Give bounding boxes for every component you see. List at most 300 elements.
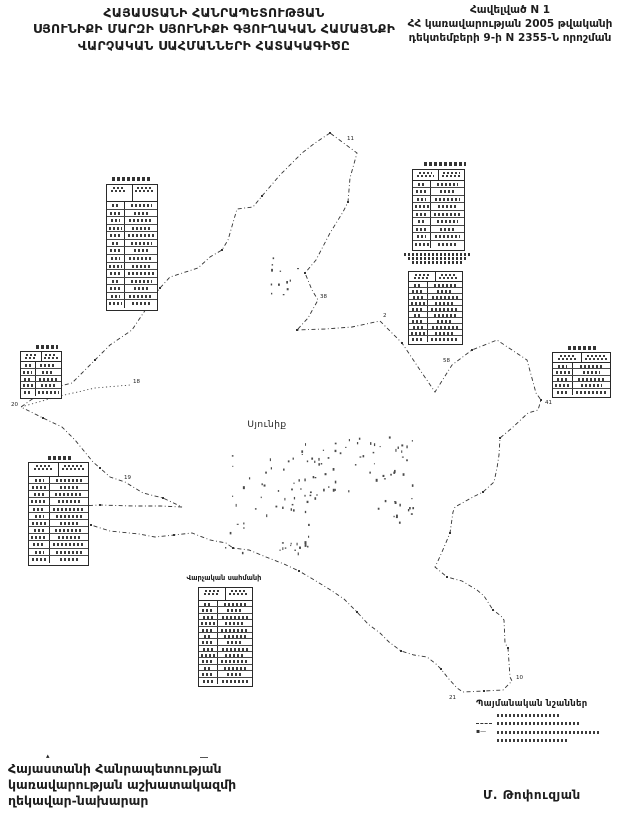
terrain-speckle bbox=[345, 447, 346, 448]
terrain-speckle bbox=[285, 547, 287, 548]
terrain-speckle bbox=[236, 504, 237, 507]
table-cell bbox=[572, 363, 610, 368]
terrain-speckle bbox=[409, 507, 411, 509]
table-row bbox=[29, 556, 88, 563]
table-cell bbox=[572, 376, 610, 381]
terrain-speckle bbox=[291, 543, 292, 545]
boundary-point bbox=[401, 342, 403, 344]
official-line-1: Հայաստանի Հանրապետության bbox=[8, 761, 222, 776]
table-cell bbox=[107, 232, 124, 239]
table-cell bbox=[21, 382, 35, 388]
terrain-speckle bbox=[305, 544, 307, 547]
table-cell bbox=[29, 484, 49, 490]
terrain-speckle bbox=[243, 486, 245, 489]
point-number-label: 11 bbox=[347, 136, 354, 142]
table-cell bbox=[217, 639, 252, 644]
table-cell bbox=[29, 534, 49, 540]
terrain-speckle bbox=[401, 450, 402, 452]
terrain-speckle bbox=[403, 473, 405, 476]
header-cell bbox=[581, 353, 610, 362]
table-cell bbox=[409, 288, 427, 293]
terrain-speckle bbox=[318, 463, 320, 466]
terrain-speckle bbox=[307, 546, 308, 548]
table-cell bbox=[413, 226, 430, 232]
table-row bbox=[29, 491, 88, 498]
terrain-speckle bbox=[294, 483, 295, 484]
terrain-speckle bbox=[264, 484, 266, 486]
table-row bbox=[29, 498, 88, 505]
header-cell bbox=[41, 352, 62, 361]
table-cell bbox=[427, 330, 462, 335]
table-row bbox=[21, 376, 61, 383]
table-cell bbox=[413, 196, 430, 202]
table-cell bbox=[49, 556, 88, 563]
terrain-speckle bbox=[328, 457, 330, 459]
terrain-speckle bbox=[348, 490, 349, 492]
terrain-speckle bbox=[394, 516, 395, 517]
terrain-speckle bbox=[243, 522, 244, 524]
table-cell bbox=[413, 218, 430, 224]
table-cell bbox=[199, 627, 217, 632]
terrain-speckle bbox=[318, 458, 319, 461]
boundary-point bbox=[440, 668, 442, 670]
table-cell bbox=[430, 241, 464, 248]
table-cell bbox=[107, 285, 124, 292]
legend-row bbox=[476, 739, 632, 742]
table2-caption-noise bbox=[36, 345, 58, 349]
coordinate-table-1 bbox=[106, 184, 158, 311]
terrain-speckle bbox=[297, 543, 298, 546]
terrain-speckle bbox=[311, 458, 313, 460]
terrain-speckle bbox=[412, 507, 414, 509]
table-cell bbox=[49, 506, 88, 512]
terrain-speckle bbox=[333, 489, 335, 492]
terrain-speckle bbox=[369, 472, 370, 474]
table-cell bbox=[199, 678, 217, 684]
boundary-point bbox=[471, 349, 473, 351]
table-cell bbox=[217, 633, 252, 638]
terrain-speckle bbox=[321, 463, 322, 464]
table-cell bbox=[430, 233, 464, 239]
table-cell bbox=[199, 646, 217, 651]
header-cell bbox=[58, 463, 88, 476]
terrain-speckle bbox=[370, 442, 371, 445]
table-row bbox=[413, 211, 464, 218]
terrain-speckle bbox=[307, 460, 308, 462]
table-cell bbox=[49, 527, 88, 533]
table-row bbox=[413, 241, 464, 248]
table-cell bbox=[124, 240, 157, 247]
table-row bbox=[29, 484, 88, 491]
terrain-speckle bbox=[408, 509, 409, 511]
table-cell bbox=[107, 255, 124, 262]
boundary-point bbox=[232, 547, 234, 549]
header-cell bbox=[438, 170, 464, 180]
table-cell bbox=[107, 247, 124, 254]
table-row bbox=[21, 382, 61, 389]
terrain-speckle bbox=[237, 524, 239, 525]
table-row bbox=[29, 541, 88, 548]
table4-caption-noise bbox=[424, 162, 466, 166]
terrain-speckle bbox=[283, 294, 285, 295]
table-cell bbox=[409, 282, 427, 287]
legend-text-noise bbox=[497, 714, 561, 717]
table-row bbox=[553, 389, 610, 395]
table-cell bbox=[427, 318, 462, 323]
table-cell bbox=[35, 382, 61, 388]
table-cell bbox=[430, 218, 464, 224]
table-cell bbox=[430, 188, 464, 194]
table-cell bbox=[572, 369, 610, 374]
table-cell bbox=[217, 614, 252, 619]
table-cell bbox=[29, 506, 49, 512]
stamp-dash bbox=[200, 757, 208, 758]
table-cell bbox=[553, 369, 572, 374]
table-cell bbox=[49, 513, 88, 519]
boundary-point bbox=[492, 609, 494, 611]
table-cell bbox=[553, 376, 572, 381]
table-row bbox=[29, 513, 88, 520]
title-line-1: ՀԱՅԱՍՏԱՆԻ ՀԱՆՐԱՊԵՏՈՒԹՅԱՆ bbox=[103, 5, 325, 20]
table-cell bbox=[217, 665, 252, 670]
table3-caption-noise bbox=[48, 456, 72, 460]
point-number-label: 58 bbox=[443, 358, 450, 364]
annex-line-1: Հավելված N 1 bbox=[469, 4, 551, 16]
terrain-speckle bbox=[298, 552, 299, 555]
boundary-point bbox=[507, 647, 509, 649]
table-cell bbox=[217, 652, 252, 657]
table-cell bbox=[427, 300, 462, 305]
boundary-point bbox=[304, 272, 306, 274]
table-row bbox=[29, 527, 88, 534]
legend-row bbox=[476, 722, 632, 725]
table-cell bbox=[409, 318, 427, 323]
table-cell bbox=[199, 620, 217, 625]
table-cell bbox=[430, 203, 464, 209]
terrain-speckle bbox=[376, 479, 378, 482]
terrain-speckle bbox=[273, 257, 274, 259]
table-cell bbox=[29, 549, 49, 555]
terrain-speckle bbox=[373, 452, 375, 453]
terrain-speckle bbox=[406, 445, 407, 448]
terrain-speckle bbox=[304, 541, 306, 544]
table-cell bbox=[107, 225, 124, 232]
terrain-speckle bbox=[255, 508, 257, 509]
table-row bbox=[29, 506, 88, 513]
boundary-point bbox=[449, 532, 451, 534]
terrain-speckle bbox=[335, 489, 336, 491]
header-cell bbox=[21, 352, 41, 361]
table-row bbox=[107, 247, 157, 255]
table-cell bbox=[217, 678, 252, 684]
terrain-speckle bbox=[293, 509, 295, 511]
table-header bbox=[199, 588, 252, 601]
signature-name: Մ. Թոփուզյան bbox=[483, 788, 581, 802]
table-cell bbox=[21, 389, 35, 396]
table-row bbox=[413, 188, 464, 195]
boundary-point bbox=[99, 467, 101, 469]
coordinate-table-5 bbox=[408, 271, 463, 345]
terrain-speckle bbox=[310, 491, 312, 493]
table-cell bbox=[553, 389, 572, 395]
terrain-speckle bbox=[363, 455, 365, 457]
terrain-speckle bbox=[359, 438, 360, 440]
table-cell bbox=[217, 658, 252, 663]
table-row bbox=[107, 278, 157, 286]
table-header bbox=[553, 353, 610, 363]
terrain-speckle bbox=[374, 443, 375, 446]
terrain-speckle bbox=[271, 293, 272, 295]
boundary-point bbox=[298, 570, 300, 572]
terrain-speckle bbox=[232, 496, 233, 497]
table-row bbox=[413, 196, 464, 203]
table-cell bbox=[427, 294, 462, 299]
table-cell bbox=[124, 202, 157, 209]
terrain-speckle bbox=[271, 269, 273, 272]
terrain-speckle bbox=[305, 443, 306, 446]
table-cell bbox=[409, 336, 427, 342]
coordinate-table-3 bbox=[28, 462, 89, 566]
terrain-speckle bbox=[288, 460, 290, 462]
terrain-speckle bbox=[399, 504, 400, 507]
table-cell bbox=[217, 620, 252, 625]
official-title-block bbox=[8, 761, 236, 809]
terrain-speckle bbox=[294, 550, 295, 551]
table-cell bbox=[21, 369, 35, 375]
terrain-speckle bbox=[328, 486, 329, 488]
terrain-speckle bbox=[399, 522, 401, 524]
terrain-speckle bbox=[323, 489, 325, 492]
table-header bbox=[21, 352, 61, 362]
table-row bbox=[107, 263, 157, 271]
map-legend bbox=[476, 699, 632, 742]
terrain-speckle bbox=[374, 463, 375, 464]
table-cell bbox=[49, 498, 88, 504]
table-cell bbox=[35, 389, 61, 396]
table-cell bbox=[124, 247, 157, 254]
terrain-speckle bbox=[402, 457, 404, 458]
table-row bbox=[107, 240, 157, 248]
terrain-speckle bbox=[279, 550, 280, 551]
table-row bbox=[29, 534, 88, 541]
terrain-speckle bbox=[293, 458, 294, 460]
table-cell bbox=[409, 306, 427, 311]
terrain-speckle bbox=[290, 545, 291, 546]
table-row bbox=[107, 232, 157, 240]
terrain-speckle bbox=[411, 513, 413, 515]
coordinate-table-6 bbox=[552, 352, 611, 398]
terrain-speckle bbox=[297, 268, 299, 269]
boundary-point bbox=[42, 417, 44, 419]
table-cell bbox=[107, 263, 124, 270]
terrain-speckle bbox=[359, 456, 361, 457]
table-cell bbox=[413, 203, 430, 209]
table-cell bbox=[217, 607, 252, 612]
terrain-speckle bbox=[282, 547, 283, 550]
table-cell bbox=[29, 491, 49, 497]
point-number-label: 2 bbox=[383, 313, 387, 319]
terrain-speckle bbox=[270, 458, 271, 461]
terrain-speckle bbox=[280, 271, 281, 272]
terrain-speckle bbox=[411, 498, 412, 499]
terrain-speckle bbox=[265, 472, 267, 474]
table-cell bbox=[427, 288, 462, 293]
header-cell bbox=[409, 272, 435, 281]
annex-line-2: ՀՀ կառավարության 2005 թվականի bbox=[407, 17, 613, 30]
point-number-label: 41 bbox=[545, 400, 552, 406]
terrain-speckle bbox=[383, 475, 385, 477]
title-line-2: ՍՅՈՒՆԻՔԻ ՄԱՐԶԻ ՍՅՈՒՆԻՔԻ ԳՅՈՒՂԱԿԱՆ ՀԱՄԱՅՆՔԻ bbox=[32, 21, 396, 37]
table-cell bbox=[199, 633, 217, 638]
table-cell bbox=[21, 362, 35, 368]
terrain-speckle bbox=[389, 436, 391, 438]
table-header bbox=[413, 170, 464, 181]
table-cell bbox=[572, 389, 610, 395]
terrain-speckle bbox=[242, 552, 244, 554]
terrain-speckle bbox=[302, 454, 303, 455]
table-cell bbox=[199, 607, 217, 612]
terrain-speckle bbox=[299, 547, 301, 549]
point-number-label: 18 bbox=[133, 379, 140, 385]
terrain-speckle bbox=[333, 468, 335, 471]
terrain-speckle bbox=[310, 495, 312, 497]
terrain-speckle bbox=[292, 504, 294, 505]
table-row bbox=[21, 369, 61, 376]
boundary-point bbox=[483, 690, 485, 692]
boundary-point bbox=[94, 359, 96, 361]
table-cell bbox=[427, 336, 462, 342]
table-cell bbox=[430, 196, 464, 202]
terrain-speckle bbox=[357, 442, 358, 444]
table-row bbox=[107, 293, 157, 301]
boundary-point bbox=[296, 329, 298, 331]
terrain-speckle bbox=[401, 444, 403, 446]
table-cell bbox=[409, 330, 427, 335]
terrain-speckle bbox=[278, 284, 280, 286]
terrain-speckle bbox=[335, 443, 337, 445]
terrain-speckle bbox=[261, 497, 262, 498]
terrain-speckle bbox=[284, 498, 285, 501]
table-cell bbox=[199, 652, 217, 657]
terrain-speckle bbox=[316, 494, 318, 495]
table-cell bbox=[199, 614, 217, 619]
boundary-point bbox=[162, 497, 164, 499]
boundary-point bbox=[329, 132, 331, 134]
table-cell bbox=[430, 181, 464, 187]
terrain-speckle bbox=[230, 532, 232, 534]
terrain-speckle bbox=[380, 446, 381, 447]
table-cell bbox=[29, 541, 49, 547]
official-line-2: կառավարության աշխատակազմի bbox=[8, 777, 237, 792]
header-cell bbox=[107, 185, 132, 201]
point-number-label: 10 bbox=[516, 675, 523, 681]
terrain-speckle bbox=[349, 439, 350, 441]
boundary-point bbox=[173, 534, 175, 536]
boundary-point bbox=[540, 399, 542, 401]
table-header bbox=[107, 185, 157, 202]
table-cell bbox=[427, 312, 462, 317]
table-cell bbox=[430, 226, 464, 232]
terrain-speckle bbox=[266, 514, 267, 517]
terrain-speckle bbox=[232, 455, 234, 456]
terrain-speckle bbox=[308, 524, 310, 526]
table-cell bbox=[409, 300, 427, 305]
table-cell bbox=[124, 278, 157, 285]
terrain-speckle bbox=[291, 508, 292, 511]
stamp-mark: ▴ bbox=[46, 752, 50, 760]
table-cell bbox=[29, 513, 49, 519]
point-number-label: 38 bbox=[320, 294, 327, 300]
terrain-speckle bbox=[243, 527, 244, 528]
table-cell bbox=[124, 232, 157, 239]
boundary-point bbox=[159, 287, 161, 289]
table-row bbox=[29, 549, 88, 556]
table-cell bbox=[124, 217, 157, 224]
table-cell bbox=[217, 601, 252, 606]
table-row bbox=[413, 218, 464, 225]
point-number-label: 21 bbox=[449, 695, 456, 701]
table-cell bbox=[199, 601, 217, 606]
table-cell bbox=[413, 188, 430, 194]
table-cell bbox=[199, 658, 217, 663]
table-row bbox=[21, 389, 61, 396]
terrain-speckle bbox=[340, 452, 342, 454]
table-cell bbox=[107, 293, 124, 300]
table-cell bbox=[35, 376, 61, 382]
terrain-speckle bbox=[282, 507, 284, 509]
terrain-speckle bbox=[304, 495, 305, 497]
terrain-speckle bbox=[395, 449, 396, 452]
table-cell bbox=[217, 627, 252, 632]
table-row bbox=[107, 285, 157, 293]
terrain-speckle bbox=[276, 506, 278, 508]
table-header bbox=[29, 463, 88, 477]
header-cell bbox=[413, 170, 438, 180]
terrain-speckle bbox=[394, 501, 396, 502]
table-row bbox=[413, 233, 464, 240]
table-row bbox=[21, 362, 61, 369]
table7-caption: Վարչական սահմանի bbox=[186, 574, 262, 582]
terrain-speckle bbox=[325, 473, 327, 475]
terrain-speckle bbox=[412, 484, 414, 487]
table-row bbox=[107, 202, 157, 210]
table-cell bbox=[107, 240, 124, 247]
annex-line-3: դեկտեմբերի 9-ի N 2355-Ն որոշման bbox=[408, 31, 612, 44]
table-cell bbox=[124, 210, 157, 217]
table-cell bbox=[49, 549, 88, 555]
table-cell bbox=[413, 233, 430, 239]
terrain-speckle bbox=[378, 508, 380, 510]
table-cell bbox=[49, 477, 88, 483]
table-row bbox=[29, 520, 88, 527]
terrain-speckle bbox=[398, 447, 399, 449]
table-cell bbox=[107, 217, 124, 224]
boundary-line-icon bbox=[476, 723, 492, 724]
table-cell bbox=[427, 324, 462, 329]
region-label: Սյունիք bbox=[247, 420, 287, 430]
table-cell bbox=[553, 382, 572, 387]
terrain-speckle bbox=[394, 470, 396, 473]
boundary-point bbox=[90, 524, 92, 526]
terrain-speckle bbox=[225, 547, 226, 548]
table-cell bbox=[21, 376, 35, 382]
table-row bbox=[413, 203, 464, 210]
table-cell bbox=[430, 211, 464, 217]
table-row bbox=[413, 181, 464, 188]
table-row bbox=[107, 225, 157, 233]
table-cell bbox=[199, 671, 217, 676]
boundary-point bbox=[99, 504, 101, 506]
